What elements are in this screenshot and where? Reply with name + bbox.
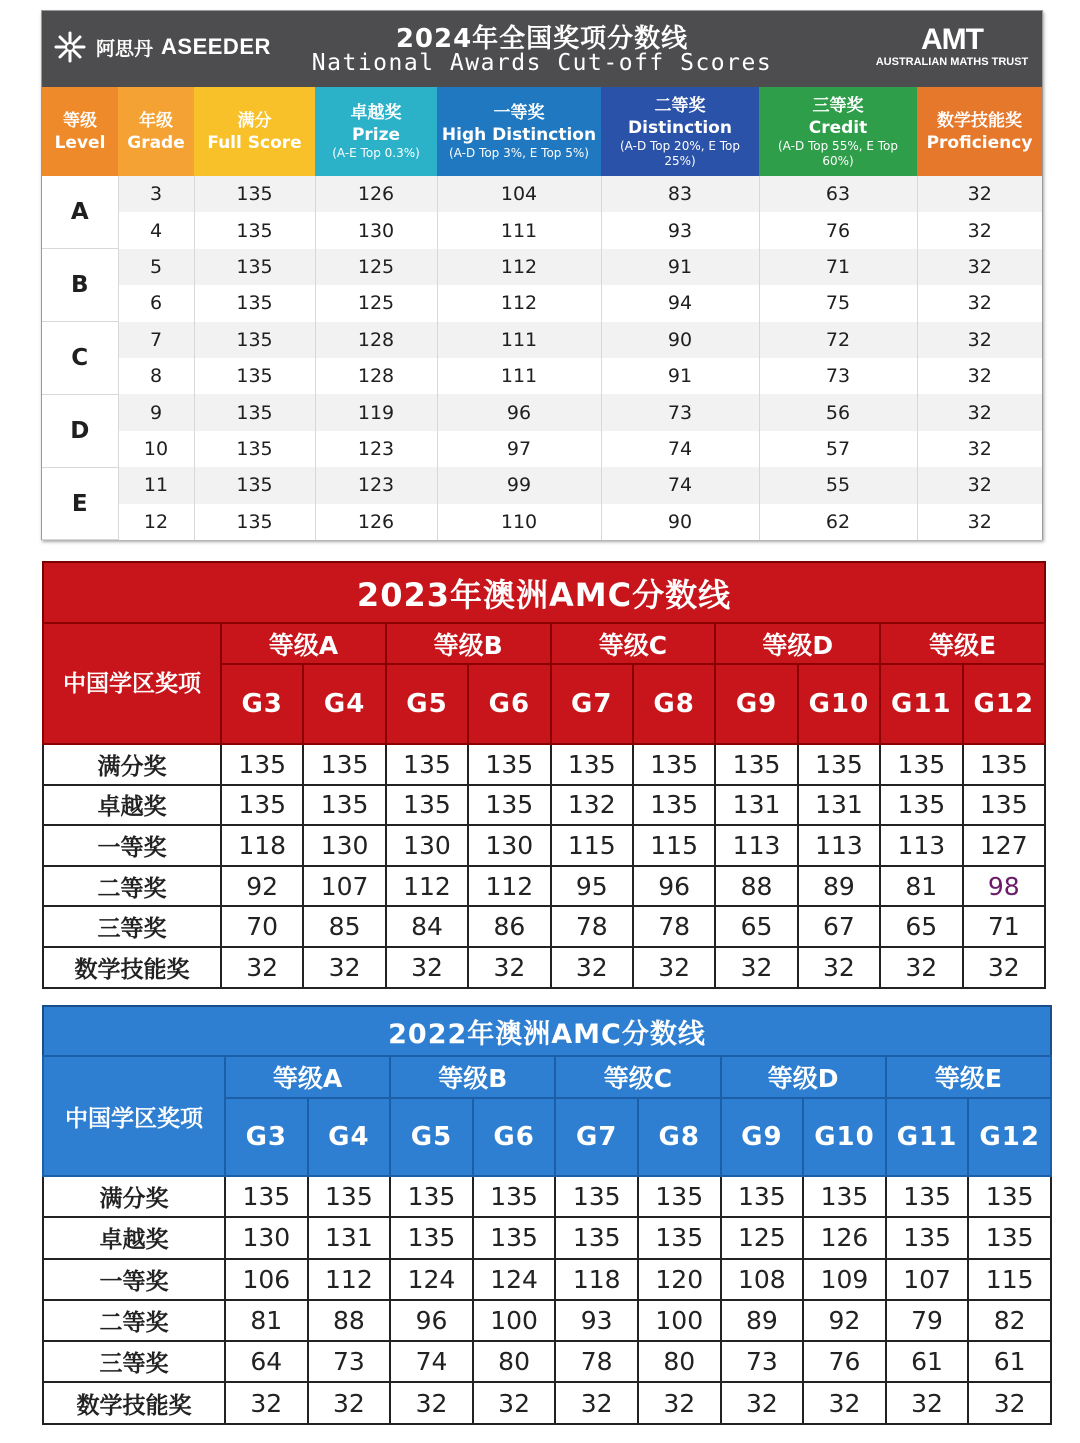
score-cell: 135 [468,744,550,785]
score-cell: 135 [886,1176,969,1217]
grade-header: G4 [308,1098,391,1176]
score-cell: 32 [798,947,880,988]
grade-header: G11 [880,664,962,744]
score-cell: 107 [886,1259,969,1300]
score-cell: 97 [437,431,601,467]
grade-header: G12 [968,1098,1051,1176]
score-cell: 112 [437,285,601,321]
grade-header: G7 [551,664,633,744]
score-cell: 83 [601,176,759,212]
score-cell: 135 [551,744,633,785]
score-cell: 73 [308,1341,391,1382]
score-cell: 81 [225,1300,308,1341]
score-cell: 118 [555,1259,638,1300]
table-row [42,431,1042,467]
score-cell: 112 [386,866,468,907]
awards-2024-panel [41,10,1043,540]
score-cell: 62 [759,504,917,540]
score-cell: 111 [437,322,601,358]
score-cell: 91 [601,249,759,285]
score-cell: 82 [968,1300,1051,1341]
score-cell: 32 [963,947,1046,988]
score-cell: 130 [386,825,468,866]
score-cell: 88 [715,866,797,907]
aseeder-snowflake-logo [52,29,88,65]
score-cell: 65 [715,906,797,947]
score-cell: 55 [759,467,917,503]
score-cell: 124 [390,1259,473,1300]
brand-cn: 阿思丹 [96,37,154,60]
score-cell: 113 [880,825,962,866]
score-cell: 131 [715,785,797,826]
level-header: 等级A [221,623,386,664]
score-cell: 135 [390,1176,473,1217]
grade-cell: 10 [118,431,194,467]
score-cell: 32 [917,285,1042,321]
score-cell: 132 [551,785,633,826]
amc-2022-table [42,1005,1052,1425]
table-row [43,744,1045,785]
amc-2023-level-row [43,623,1045,664]
score-cell: 125 [721,1217,804,1258]
score-cell: 135 [633,785,715,826]
awards-2024-header-row [42,87,1042,176]
score-cell: 135 [963,785,1046,826]
score-cell: 73 [759,358,917,394]
score-cell: 135 [225,1176,308,1217]
score-cell: 74 [390,1341,473,1382]
score-cell: 61 [886,1341,969,1382]
score-cell: 135 [633,744,715,785]
score-cell: 135 [194,285,315,321]
level-cell: C [42,322,118,395]
score-cell: 32 [638,1382,721,1423]
grade-cell: 7 [118,322,194,358]
score-cell: 113 [798,825,880,866]
level-header: 等级B [386,623,551,664]
score-cell: 74 [601,431,759,467]
score-cell: 73 [721,1341,804,1382]
score-cell: 118 [221,825,303,866]
award-label: 一等奖 [43,825,221,866]
score-cell: 96 [390,1300,473,1341]
score-cell: 115 [551,825,633,866]
grade-cell: 3 [118,176,194,212]
score-cell: 115 [633,825,715,866]
score-cell: 89 [721,1300,804,1341]
grade-header: G3 [225,1098,308,1176]
score-cell: 63 [759,176,917,212]
score-cell: 71 [759,249,917,285]
grade-header: G7 [555,1098,638,1176]
score-cell: 32 [221,947,303,988]
col-header-distinction: 二等奖 Distinction (A-D Top 20%, E Top 25%) [601,87,759,176]
table-row [43,1217,1051,1258]
score-cell: 64 [225,1341,308,1382]
score-cell: 57 [759,431,917,467]
score-cell: 104 [437,176,601,212]
score-cell: 32 [968,1382,1051,1423]
score-cell: 81 [880,866,962,907]
score-cell: 130 [303,825,385,866]
col-header-grade: 年级 Grade [118,87,194,176]
score-cell: 135 [715,744,797,785]
score-cell: 76 [803,1341,886,1382]
score-cell: 92 [221,866,303,907]
score-cell: 65 [880,906,962,947]
col-header-high-distinction: 一等奖 High Distinction (A-D Top 3%, E Top 5%) [437,87,601,176]
table-row [43,1341,1051,1382]
score-cell: 135 [194,322,315,358]
score-cell: 135 [968,1217,1051,1258]
grade-header: G12 [963,664,1046,744]
score-cell: 90 [601,504,759,540]
grade-cell: 11 [118,467,194,503]
score-cell: 135 [390,1217,473,1258]
score-cell: 80 [638,1341,721,1382]
score-cell: 123 [315,431,437,467]
score-cell: 135 [638,1176,721,1217]
score-cell: 131 [308,1217,391,1258]
score-cell: 94 [601,285,759,321]
score-cell: 32 [917,467,1042,503]
score-cell: 88 [308,1300,391,1341]
score-cell: 89 [798,866,880,907]
score-cell: 95 [551,866,633,907]
level-header: 等级C [551,623,716,664]
grade-header: G9 [715,664,797,744]
amc-2023-title-row [43,562,1045,623]
table-row [42,176,1042,212]
score-cell: 135 [194,431,315,467]
score-cell: 56 [759,394,917,430]
grade-header: G10 [803,1098,886,1176]
grade-header: G9 [721,1098,804,1176]
score-cell: 32 [917,322,1042,358]
score-cell: 32 [917,504,1042,540]
grade-header: G6 [473,1098,556,1176]
award-label: 数学技能奖 [43,1382,225,1423]
score-cell: 67 [798,906,880,947]
score-cell: 135 [473,1217,556,1258]
score-cell: 127 [963,825,1046,866]
score-cell: 135 [194,358,315,394]
score-cell: 96 [437,394,601,430]
score-cell: 135 [386,785,468,826]
score-cell: 135 [803,1176,886,1217]
score-cell: 130 [468,825,550,866]
score-cell: 32 [880,947,962,988]
score-cell: 32 [803,1382,886,1423]
score-cell: 130 [315,212,437,248]
table-row [43,785,1045,826]
score-cell: 135 [221,744,303,785]
grade-header: G8 [638,1098,721,1176]
score-cell: 135 [886,1217,969,1258]
level-header: 等级C [555,1056,720,1098]
score-cell: 96 [633,866,715,907]
score-cell: 32 [225,1382,308,1423]
level-header: 等级D [721,1056,886,1098]
score-cell: 32 [555,1382,638,1423]
score-cell: 111 [437,212,601,248]
score-cell: 111 [437,358,601,394]
score-cell: 85 [303,906,385,947]
score-cell: 32 [715,947,797,988]
score-cell: 112 [468,866,550,907]
grade-cell: 4 [118,212,194,248]
awards-2024-title-en: National Awards Cut-off Scores [311,50,773,76]
table-row [42,394,1042,430]
grade-header: G4 [303,664,385,744]
table-row [43,947,1045,988]
score-cell: 98 [963,866,1046,907]
score-cell: 32 [551,947,633,988]
score-cell: 112 [308,1259,391,1300]
table-row [43,1300,1051,1341]
awards-2024-title-cn: 2024年全国奖项分数线 [395,24,689,54]
score-cell: 32 [917,212,1042,248]
brand-en: ASEEDER [161,34,271,59]
award-label: 满分奖 [43,744,221,785]
score-cell: 128 [315,358,437,394]
score-cell: 123 [315,467,437,503]
table-row [43,1259,1051,1300]
score-cell: 126 [315,504,437,540]
awards-2024-table [42,87,1042,540]
score-cell: 70 [221,906,303,947]
grade-header: G5 [390,1098,473,1176]
table-row [42,358,1042,394]
amt-brand [872,25,1032,69]
table-row [43,1176,1051,1217]
score-cell: 84 [386,906,468,947]
amc-2023-table [42,561,1046,989]
score-cell: 135 [303,785,385,826]
amc-2023-title: 2023年澳洲AMC分数线 [43,562,1045,623]
table-row [42,504,1042,540]
score-cell: 78 [555,1341,638,1382]
level-cell: E [42,467,118,540]
score-cell: 135 [555,1217,638,1258]
grade-cell: 12 [118,504,194,540]
score-cell: 107 [303,866,385,907]
level-header: 等级E [880,623,1045,664]
score-cell: 100 [473,1300,556,1341]
amc-2022-title: 2022年澳洲AMC分数线 [43,1006,1051,1056]
score-cell: 108 [721,1259,804,1300]
score-cell: 78 [633,906,715,947]
grade-header: G11 [886,1098,969,1176]
score-cell: 135 [963,744,1046,785]
score-cell: 32 [917,249,1042,285]
score-cell: 130 [225,1217,308,1258]
aseeder-brand [52,27,271,67]
score-cell: 92 [803,1300,886,1341]
score-cell: 32 [917,176,1042,212]
score-cell: 109 [803,1259,886,1300]
grade-header: G3 [221,664,303,744]
award-label: 满分奖 [43,1176,225,1217]
score-cell: 93 [601,212,759,248]
score-cell: 72 [759,322,917,358]
award-label: 二等奖 [43,1300,225,1341]
score-cell: 126 [803,1217,886,1258]
score-cell: 135 [194,176,315,212]
score-cell: 135 [221,785,303,826]
table-row [42,467,1042,503]
amc-2022-title-row [43,1006,1051,1056]
level-header: 等级B [390,1056,555,1098]
score-cell: 61 [968,1341,1051,1382]
score-cell: 131 [798,785,880,826]
score-cell: 80 [473,1341,556,1382]
score-cell: 135 [473,1176,556,1217]
score-cell: 135 [303,744,385,785]
level-cell: D [42,394,118,467]
score-cell: 128 [315,322,437,358]
score-cell: 120 [638,1259,721,1300]
score-cell: 78 [551,906,633,947]
amc-2023-corner-label: 中国学区奖项 [43,623,221,744]
score-cell: 32 [303,947,385,988]
amc-2022-corner-label: 中国学区奖项 [43,1056,225,1176]
grade-header: G6 [468,664,550,744]
level-header: 等级A [225,1056,390,1098]
awards-2024-header [42,11,1042,87]
score-cell: 79 [886,1300,969,1341]
score-cell: 135 [194,467,315,503]
col-header-prize: 卓越奖 Prize (A-E Top 0.3%) [315,87,437,176]
score-cell: 32 [386,947,468,988]
table-row [43,825,1045,866]
level-header: 等级D [715,623,880,664]
score-cell: 76 [759,212,917,248]
score-cell: 135 [798,744,880,785]
score-cell: 100 [638,1300,721,1341]
amc-2022-level-row [43,1056,1051,1098]
award-label: 三等奖 [43,1341,225,1382]
score-cell: 135 [386,744,468,785]
score-cell: 126 [315,176,437,212]
score-cell: 119 [315,394,437,430]
score-cell: 135 [194,394,315,430]
grade-cell: 8 [118,358,194,394]
score-cell: 125 [315,249,437,285]
grade-header: G10 [798,664,880,744]
score-cell: 135 [468,785,550,826]
score-cell: 86 [468,906,550,947]
table-row [42,249,1042,285]
level-header: 等级E [886,1056,1051,1098]
score-cell: 135 [721,1176,804,1217]
score-cell: 32 [633,947,715,988]
score-cell: 73 [601,394,759,430]
grade-cell: 5 [118,249,194,285]
score-cell: 32 [308,1382,391,1423]
score-cell: 106 [225,1259,308,1300]
score-cell: 32 [886,1382,969,1423]
level-cell: B [42,249,118,322]
score-cell: 74 [601,467,759,503]
score-cell: 93 [555,1300,638,1341]
score-cell: 125 [315,285,437,321]
score-cell: 32 [390,1382,473,1423]
score-cell: 124 [473,1259,556,1300]
score-cell: 99 [437,467,601,503]
score-cell: 32 [473,1382,556,1423]
table-row [42,212,1042,248]
table-row [42,322,1042,358]
score-cell: 135 [194,504,315,540]
table-row [43,906,1045,947]
score-cell: 32 [917,394,1042,430]
score-cell: 91 [601,358,759,394]
grade-header: G5 [386,664,468,744]
score-cell: 135 [555,1176,638,1217]
col-header-proficiency: 数学技能奖 Proficiency [917,87,1042,176]
score-cell: 135 [194,212,315,248]
score-cell: 32 [468,947,550,988]
grade-header: G8 [633,664,715,744]
award-label: 二等奖 [43,866,221,907]
amt-subtitle: AUSTRALIAN MATHS TRUST [875,56,1029,68]
score-cell: 113 [715,825,797,866]
score-cell: 135 [968,1176,1051,1217]
award-label: 数学技能奖 [43,947,221,988]
awards-2024-body [42,176,1042,540]
award-label: 一等奖 [43,1259,225,1300]
score-cell: 32 [917,358,1042,394]
award-label: 三等奖 [43,906,221,947]
score-cell: 135 [880,744,962,785]
score-cell: 112 [437,249,601,285]
col-header-level: 等级 Level [42,87,118,176]
grade-cell: 6 [118,285,194,321]
score-cell: 110 [437,504,601,540]
score-cell: 115 [968,1259,1051,1300]
award-label: 卓越奖 [43,785,221,826]
table-row [43,866,1045,907]
table-row [42,285,1042,321]
score-cell: 32 [917,431,1042,467]
amt-logo: AMT [921,23,983,56]
grade-cell: 9 [118,394,194,430]
col-header-full-score: 满分 Full Score [194,87,315,176]
score-cell: 135 [638,1217,721,1258]
score-cell: 32 [721,1382,804,1423]
score-cell: 90 [601,322,759,358]
score-cell: 135 [880,785,962,826]
score-cell: 75 [759,285,917,321]
score-cell: 135 [194,249,315,285]
award-label: 卓越奖 [43,1217,225,1258]
table-row [43,1382,1051,1423]
score-cell: 135 [308,1176,391,1217]
col-header-credit: 三等奖 Credit (A-D Top 55%, E Top 60%) [759,87,917,176]
score-cell: 71 [963,906,1046,947]
level-cell: A [42,176,118,249]
